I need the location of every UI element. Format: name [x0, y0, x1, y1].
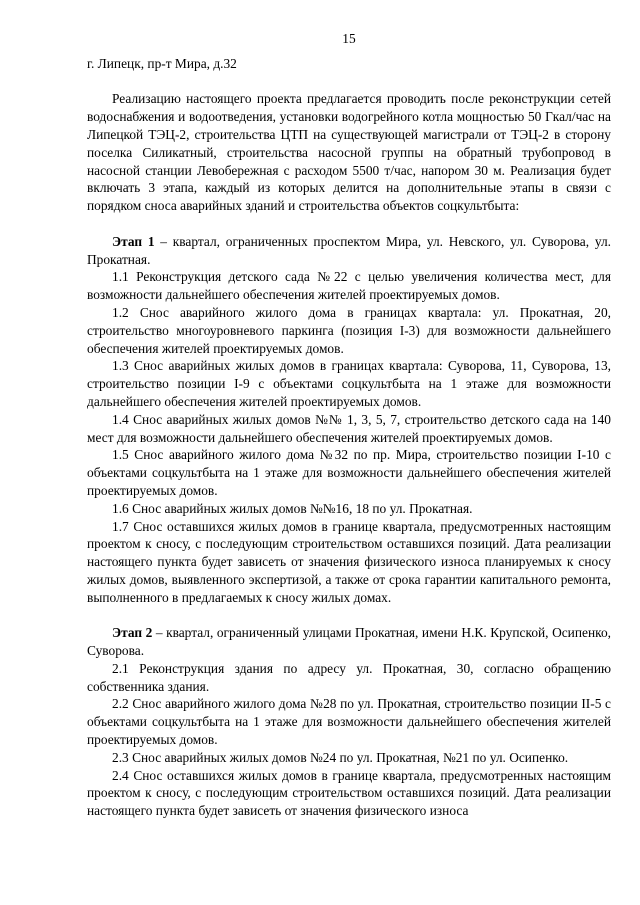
stage-1-item: 1.4 Снос аварийных жилых домов №№ 1, 3, 5, 7, строительство детского сада на 140 мест для возможности дальнейшего обеспечения жителей проектируемых домов. [87, 411, 611, 445]
stage-2-heading [87, 624, 611, 660]
document-page [87, 30, 611, 820]
intro-paragraph: Реализацию настоящего проекта предлагается проводить после реконструкции сетей водоснабжения и водоотведения, установки водогрейного котла мощностью 50 Гкал/час на Липецкой ТЭЦ-2, строительства ЦТП на существующей магистрали от ТЭЦ-2 в сторону поселка Силикатный, строительства насосной группы на обратный трубопровод в насосной станции Левобережная с расходом 5500 т/час, напором 30 м. Реализация будет включать 3 этапа, каждый из которых делится на дополнительные этапы в связи с порядком сноса аварийных зданий и строительства объектов соцкультбыта: [87, 91, 611, 214]
stage-1-item: 1.3 Снос аварийных жилых домов в границах квартала: Суворова, 11, Суворова, 13, строительство позиции I-9 с объектами соцкультбыта на 1 этаже для возможности дальнейшего обеспечения жителей проектируемых домов. [87, 358, 611, 409]
stage-2-item: 2.3 Снос аварийных жилых домов №24 по ул. Прокатная, №21 по ул. Осипенко. [112, 749, 569, 765]
stage-2-item: 2.4 Снос оставшихся жилых домов в границе квартала, предусмотренных настоящим проектом к сносу, с последующим строительством оставшихся позиций. Дата реализации настоящего пункта будет зависеть от значения физического износа [87, 767, 611, 819]
stage-1-item: 1.6 Снос аварийных жилых домов №№16, 18 по ул. Прокатная. [112, 500, 473, 516]
address-line: г. Липецк, пр-т Мира, д.32 [87, 55, 237, 71]
stage-1-label: Этап 1 [112, 233, 155, 249]
stage-1-item: 1.1 Реконструкция детского сада №22 с целью увеличения количества мест, для возможности дальнейшего обеспечения жителей проектируемых домов. [87, 269, 611, 303]
stage-2-description: – квартал, ограниченный улицами Прокатная, имени Н.К. Крупской, Осипенко, Суворова. [87, 625, 611, 659]
stage-1-description: – квартал, ограниченных проспектом Мира, ул. Невского, ул. Суворова, ул. Прокатная. [87, 233, 611, 267]
stage-2-item: 2.2 Снос аварийного жилого дома №28 по ул. Прокатная, строительство позиции II-5 с объектами соцкультбыта на 1 этаже для возможности дальнейшего обеспечения жителей проектируемых домов. [87, 696, 611, 748]
stage-1-item: 1.2 Снос аварийного жилого дома в границах квартала: ул. Прокатная, 20, строительство многоуровневого паркинга (позиция I-3) для возможности дальнейшего обеспечения жителей проектируемых домов. [87, 304, 611, 356]
stage-2-label: Этап 2 [112, 625, 153, 641]
stage-1-item: 1.7 Снос оставшихся жилых домов в границе квартала, предусмотренных настоящим проектом к сносу, с последующим строительством оставшихся позиций. Дата реализации настоящего пункта будет зависеть от значения физического износа планируемых к сносу жилых домов, выявленного экспертизой, а также от срока гарантии капитального ремонта, выполненного в предлагаемых к сносу жилых домах. [87, 518, 611, 605]
stage-1-item: 1.5 Снос аварийного жилого дома №32 по пр. Мира, строительство позиции I-10 с объектами соцкультбыта на 1 этаже для возможности дальнейшего обеспечения жителей проектируемых домов. [87, 447, 611, 498]
stage-1-heading [87, 233, 611, 269]
page-number: 15 [342, 31, 356, 46]
stage-2-item: 2.1 Реконструкция здания по адресу ул. Прокатная, 30, согласно обращению собственника здания. [87, 660, 611, 694]
